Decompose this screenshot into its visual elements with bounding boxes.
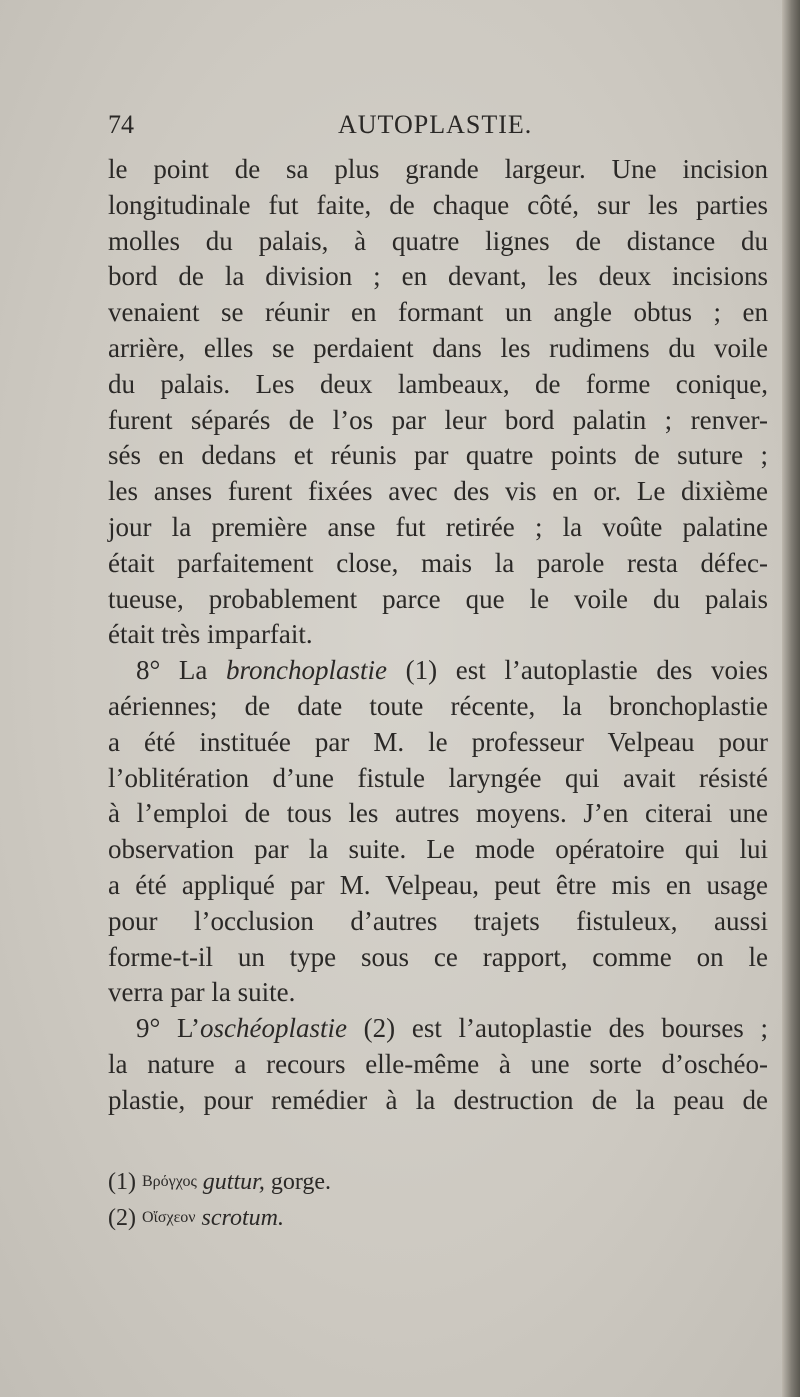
text-line: jour la première anse fut retirée ; la voûte palatine bbox=[108, 511, 768, 542]
page-edge-shadow bbox=[782, 0, 800, 1397]
text-line: pour l’occlusion d’autres trajets fistuleux, aussi bbox=[108, 905, 768, 936]
text-line: était très imparfait. bbox=[108, 619, 313, 650]
text-line: a été appliqué par M. Velpeau, peut être mis en usage bbox=[108, 869, 768, 900]
body-text bbox=[108, 152, 768, 1119]
text-line: du palais. Les deux lambeaux, de forme conique, bbox=[108, 368, 768, 399]
footnote-gloss: gorge. bbox=[264, 1169, 332, 1195]
text-line: furent séparés de l’os par leur bord palatin ; renver- bbox=[108, 404, 768, 435]
text-line: à l’emploi de tous les autres moyens. J’en citerai une bbox=[108, 798, 768, 829]
text-line: observation par la suite. Le mode opératoire qui lui bbox=[108, 834, 768, 865]
footnote-1 bbox=[108, 1164, 608, 1200]
text-line: aériennes; de date toute récente, la bronchoplastie bbox=[108, 690, 768, 721]
page-number: 74 bbox=[108, 110, 134, 139]
paragraph-continuation: (2) est l’autoplastie des bourses ; bbox=[346, 1013, 768, 1044]
text-line: la nature a recours elle-même à une sorte d’oschéo- bbox=[108, 1048, 768, 1079]
paragraph-number: 9° L’ bbox=[136, 1013, 200, 1044]
footnote-2 bbox=[108, 1200, 608, 1236]
footnote-greek-word: Οἴσχεον bbox=[141, 1209, 196, 1226]
footnote-latin-word: guttur, bbox=[202, 1169, 265, 1195]
text-line: bord de la division ; en devant, les deux incisions bbox=[108, 261, 768, 292]
footnotes bbox=[108, 1164, 608, 1236]
text-line: venaient se réunir en formant un angle obtus ; en bbox=[108, 297, 768, 328]
text-line: sés en dedans et réunis par quatre points de suture ; bbox=[108, 440, 768, 471]
paragraph-oscheoplastie-first-line bbox=[108, 1011, 768, 1047]
paragraph-continuation: (1) est l’autoplastie des voies bbox=[387, 655, 769, 686]
text-line: le point de sa plus grande largeur. Une incision bbox=[108, 154, 768, 184]
footnote-greek-word: Βρόγχος bbox=[141, 1173, 197, 1190]
page-header bbox=[108, 110, 768, 150]
footnote-latin-word: scrotum. bbox=[201, 1205, 284, 1231]
term-bronchoplastie: bronchoplastie bbox=[226, 655, 388, 686]
text-line: tueuse, probablement parce que le voile du palais bbox=[108, 583, 768, 614]
text-line: l’oblitération d’une fistule laryngée qui avait résisté bbox=[108, 762, 768, 793]
text-line: verra par la suite. bbox=[108, 977, 296, 1008]
term-oscheoplastie: oschéoplastie bbox=[200, 1013, 347, 1044]
text-line: plastie, pour remédier à la destruction de la peau de bbox=[108, 1084, 768, 1115]
text-line: les anses furent fixées avec des vis en or. Le dixième bbox=[108, 476, 768, 507]
text-line: longitudinale fut faite, de chaque côté, sur les parties bbox=[108, 189, 768, 220]
paragraph-bronchoplastie-first-line bbox=[108, 653, 768, 689]
paragraph-number: 8° La bbox=[136, 655, 227, 686]
text-line: forme-t-il un type sous ce rapport, comme on le bbox=[108, 941, 768, 972]
text-line: molles du palais, à quatre lignes de distance du bbox=[108, 225, 768, 256]
footnote-marker: (2) bbox=[108, 1205, 136, 1231]
footnote-marker: (1) bbox=[108, 1169, 136, 1195]
text-line: était parfaitement close, mais la parole resta défec- bbox=[108, 547, 768, 578]
running-title: AUTOPLASTIE. bbox=[338, 110, 533, 139]
text-line: arrière, elles se perdaient dans les rudimens du voile bbox=[108, 332, 768, 363]
text-line: a été instituée par M. le professeur Velpeau pour bbox=[108, 726, 768, 757]
